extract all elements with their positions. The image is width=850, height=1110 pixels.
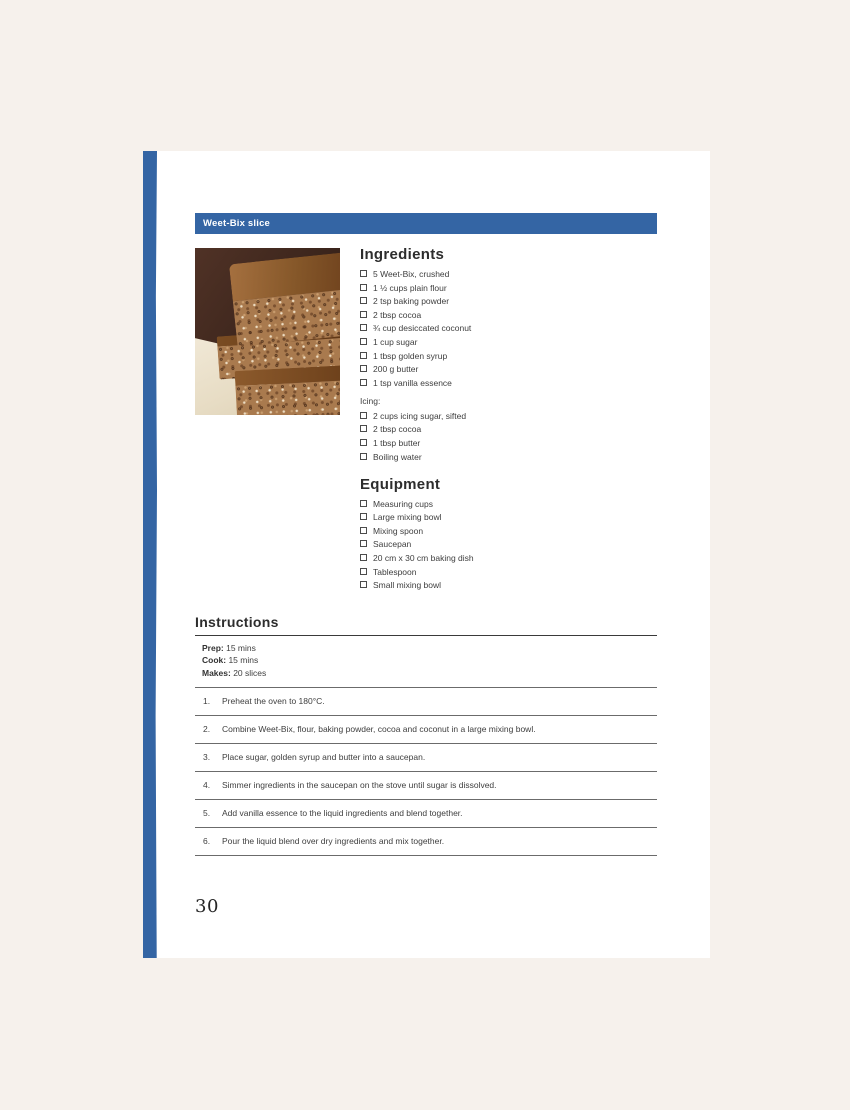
list-item: Boiling water [360,452,615,462]
step-text: Add vanilla essence to the liquid ingredients and blend together. [222,808,463,819]
checkbox-icon[interactable] [360,365,367,372]
list-item: Saucepan [360,539,615,549]
checkbox-icon[interactable] [360,568,367,575]
checkbox-icon[interactable] [360,311,367,318]
recipe-page [143,151,710,958]
list-item: ¾ cup desiccated coconut [360,323,615,333]
list-item: Tablespoon [360,567,615,577]
instructions-section [195,614,657,856]
icing-list [360,411,615,462]
list-item: 1 tbsp butter [360,438,615,448]
step-text: Preheat the oven to 180°C. [222,696,325,707]
checkbox-icon[interactable] [360,527,367,534]
list-item: 2 tbsp cocoa [360,424,615,434]
checkbox-icon[interactable] [360,425,367,432]
list-item: 20 cm x 30 cm baking dish [360,553,615,563]
list-item: 1 tsp vanilla essence [360,378,615,388]
step-row [195,744,657,772]
list-item: 1 cup sugar [360,337,615,347]
list-item: 5 Weet-Bix, crushed [360,269,615,279]
step-row [195,772,657,800]
ingredients-list [360,269,615,388]
list-item: 1 tbsp golden syrup [360,351,615,361]
step-number: 3. [203,752,211,763]
checkbox-icon[interactable] [360,453,367,460]
slice-top [229,252,340,347]
step-row [195,800,657,828]
checkbox-icon[interactable] [360,581,367,588]
step-number: 6. [203,836,211,847]
ingredients-heading: Ingredients [360,246,445,263]
ingredients-equipment-column [360,246,615,594]
slice-bottom [234,365,340,415]
step-text: Pour the liquid blend over dry ingredients and mix together. [222,836,445,847]
equipment-heading: Equipment [360,475,441,493]
list-item: Mixing spoon [360,526,615,536]
recipe-meta [195,636,657,688]
equipment-section [360,476,615,591]
step-text: Place sugar, golden syrup and butter into a saucepan. [222,752,426,763]
step-number: 1. [203,696,211,707]
steps-list [195,688,657,856]
checkbox-icon[interactable] [360,284,367,291]
list-item: Large mixing bowl [360,512,615,522]
step-row [195,688,657,716]
meta-prep: Prep: 15 mins [202,643,256,653]
list-item: 200 g butter [360,364,615,374]
icing-sublabel: Icing: [360,395,381,406]
list-item: 2 tsp baking powder [360,296,615,306]
checkbox-icon[interactable] [360,352,367,359]
step-row [195,828,657,856]
recipe-title: Weet-Bix slice [203,218,271,229]
checkbox-icon[interactable] [360,379,367,386]
checkbox-icon[interactable] [360,554,367,561]
checkbox-icon[interactable] [360,338,367,345]
list-item: Measuring cups [360,499,615,509]
checkbox-icon[interactable] [360,412,367,419]
list-item: 2 cups icing sugar, sifted [360,411,615,421]
meta-cook: Cook: 15 mins [202,655,259,666]
checkbox-icon[interactable] [360,500,367,507]
recipe-photo [195,248,340,415]
checkbox-icon[interactable] [360,297,367,304]
page-spine-accent [143,151,157,958]
step-number: 2. [203,724,211,735]
instructions-heading: Instructions [195,614,279,630]
checkbox-icon[interactable] [360,513,367,520]
checkbox-icon[interactable] [360,540,367,547]
step-row [195,716,657,744]
step-number: 4. [203,780,211,791]
checkbox-icon[interactable] [360,324,367,331]
page-number: 30 [195,896,219,917]
list-item: Small mixing bowl [360,580,615,590]
checkbox-icon[interactable] [360,270,367,277]
step-text: Simmer ingredients in the saucepan on the stove until sugar is dissolved. [222,780,497,791]
recipe-title-bar [195,213,657,234]
meta-makes: Makes: 20 slices [202,667,267,678]
list-item: 1 ½ cups plain flour [360,283,615,293]
list-item: 2 tbsp cocoa [360,310,615,320]
equipment-list [360,499,615,591]
step-text: Combine Weet-Bix, flour, baking powder, cocoa and coconut in a large mixing bowl. [222,724,536,735]
step-number: 5. [203,808,211,819]
checkbox-icon[interactable] [360,439,367,446]
